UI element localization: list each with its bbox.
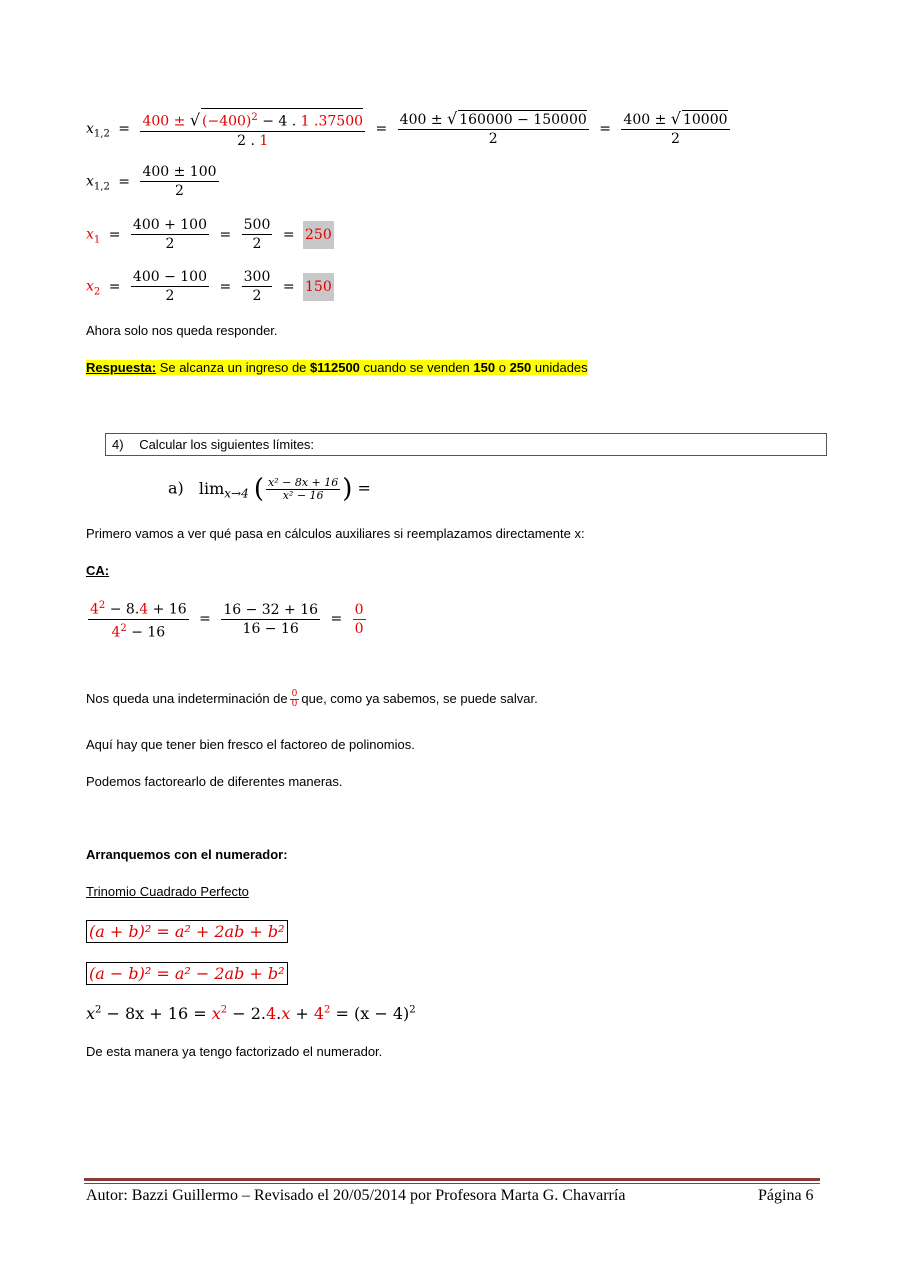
term: 1 [259,132,269,149]
term: 4 [139,601,149,618]
fraction-main: $\frac{400 \pm √ (-400)^2 - 4 . 1 .37500}{2 . 1}$ [140,108,365,150]
term: 400 ± [142,113,190,130]
variable-x: x [86,278,94,295]
ca-equation: $\frac{4^2 - 8.4 + 16}{4^2 - 16}$ = $\frac{16 - 32 + 16}{16 - 16}$ = $\frac{0}{0}$ [86,597,368,641]
exponent: 2 [251,112,258,123]
fraction [266,477,340,502]
term: .37500 [309,113,364,130]
fraction-third: $\frac{400 \pm √ 10000}{2}$ [623,108,728,147]
denominator: 2 [140,181,218,200]
term: 400 ± [623,111,671,128]
fraction [140,163,218,200]
term: − 4 . [257,113,301,130]
denominator: 2 [242,234,273,253]
footer-page-number: Página 6 [758,1187,814,1204]
exponent: 2 [120,622,127,634]
term: − 16 [126,624,166,641]
subscript: 1,2 [93,128,110,140]
term: 400 ± [399,111,448,128]
denominator: 0 [354,620,364,637]
paragraph-factoreo: Aquí hay que tener bien fresco el factoreo de polinomios. [86,737,415,752]
numerator: 400 + 100 [132,217,207,233]
lim-subscript: x→4 [224,486,249,501]
result-x1: 250 [303,221,334,249]
heading-numerador: Arranquemos con el numerador: [86,847,288,862]
term: (−400) [202,113,252,130]
term: . [276,1004,282,1023]
numerator: 400 ± 100 [142,164,217,180]
item-label: a) [168,478,184,498]
exponent: 2 [220,1004,228,1016]
denominator: 2 [242,286,273,305]
fraction [131,268,209,305]
equation-x12: $x_{1,2}$ = $\frac{400 \pm 100}{2}$ [86,164,217,199]
section-4-box [105,433,827,456]
answer-text: o [495,360,510,375]
term: 4 [265,1004,277,1023]
footer-rule [84,1178,820,1181]
answer-quantity: 150 [473,360,496,375]
term: − 8. [105,601,140,618]
fraction [221,601,320,638]
denominator: 2 [131,234,209,253]
numerator: 16 − 32 + 16 [223,601,319,618]
ca-label: CA: [86,563,110,578]
paragraph-final: De esta manera ya tengo factorizado el numerador. [86,1044,383,1059]
result-x2: 150 [303,273,334,301]
footer-author: Autor: Bazzi Guillermo – Revisado el 20/05/2014 por Profesora Marta G. Chavarría [86,1187,626,1204]
denominator: 16 − 16 [221,619,320,638]
fraction-second: $\frac{400 \pm √ 160000 - 150000}{2}$ [399,108,587,147]
term: x [281,1004,291,1023]
limit-expression: a) $\lim_{x\to 4}$ ( $\frac{\text{x² − 8x + 16}}{\text{x² − 16}}$ ) = [168,474,371,504]
variable-x: x [86,120,94,137]
lim-operator: lim [198,478,225,498]
subscript: 1,2 [93,181,110,193]
term: x [86,1004,96,1023]
equation-x2: $x_2$ = $\frac{400 - 100}{2}$ = $\frac{300}{2}$ = 150 [86,269,332,304]
paragraph-answer-intro: Ahora solo nos queda responder. [86,323,278,338]
formula-square-diff: (a − b)² = a² − 2ab + b² [86,962,288,985]
term: x [211,1004,221,1023]
answer-quantity: 250 [509,360,532,375]
fraction [242,268,273,305]
answer-label: Respuesta: [86,360,157,375]
term: 2 [621,129,729,148]
term: 1 [300,113,310,130]
text: Nos queda una indeterminación de [86,690,288,706]
term: + 16 [148,601,187,618]
numerator: 500 [243,217,271,233]
section-number: 4) [112,437,124,452]
paragraph-first: Primero vamos a ver qué pasa en cálculos auxiliares si reemplazamos directamente x: [86,526,585,541]
numerator: 300 [243,269,271,285]
variable-x: x [86,226,94,243]
formula-square-sum: (a + b)² = a² + 2ab + b² [86,920,288,943]
term: = (x − 4) [330,1004,410,1023]
exponent: 2 [98,600,106,611]
paragraph-maneras: Podemos factorearlo de diferentes maneras. [86,774,343,789]
equals: = [357,478,371,498]
footer-rule-thin [84,1183,820,1184]
denominator: 2 [131,286,209,305]
variable-x: x [86,173,94,190]
term: 2 [398,129,589,148]
paragraph-indeterminacion [86,690,538,709]
fraction-result [353,601,366,638]
fraction [131,216,209,253]
answer-text: cuando se venden [359,360,474,375]
answer-text: Se alcanza un ingreso de [156,360,311,375]
equation-quadratic-formula: $x_{1,2}$ = $\frac{400 \pm √ (-400)^2 - 4 . 1 .37500}{2 . 1}$ = $\frac{400 \pm √ 160000 - 150000}{2}$ = $\frac{400 \pm √ 10000}{2}$ [86,108,728,149]
term: − 2. [227,1004,266,1023]
term: 4 [111,624,121,641]
fraction [88,597,189,641]
term: − 8x + 16 = [101,1004,212,1023]
subscript: 1 [93,234,101,246]
equation-x1: $x_1$ = $\frac{400 + 100}{2}$ = $\frac{500}{2}$ = 250 [86,217,332,252]
exponent: 2 [324,1004,331,1016]
numerator: 400 − 100 [132,269,207,285]
term: 160000 − 150000 [459,111,587,128]
term: 4 [90,601,99,618]
numerator: 0 [291,689,298,699]
term: + [290,1004,314,1023]
answer-amount: $112500 [310,360,360,375]
term: 2 . [237,132,260,149]
heading-tcp: Trinomio Cuadrado Perfecto [86,884,249,899]
answer-text: unidades [531,360,588,375]
section-title: Calcular los siguientes límites: [139,437,315,452]
subscript: 2 [93,286,101,298]
exponent: 2 [409,1004,416,1016]
factorization-equation [86,1004,416,1023]
denominator: x² − 16 [266,489,340,502]
term: 4 [313,1004,325,1023]
answer-line [86,360,588,375]
fraction [242,216,273,253]
fraction-zero-zero [290,690,300,709]
denominator: 0 [291,699,298,709]
numerator: 0 [354,601,364,618]
text: que, como ya sabemos, se puede salvar. [301,690,538,706]
numerator: x² − 8x + 16 [268,475,339,489]
exponent: 2 [95,1004,102,1016]
term: 10000 [682,111,728,128]
